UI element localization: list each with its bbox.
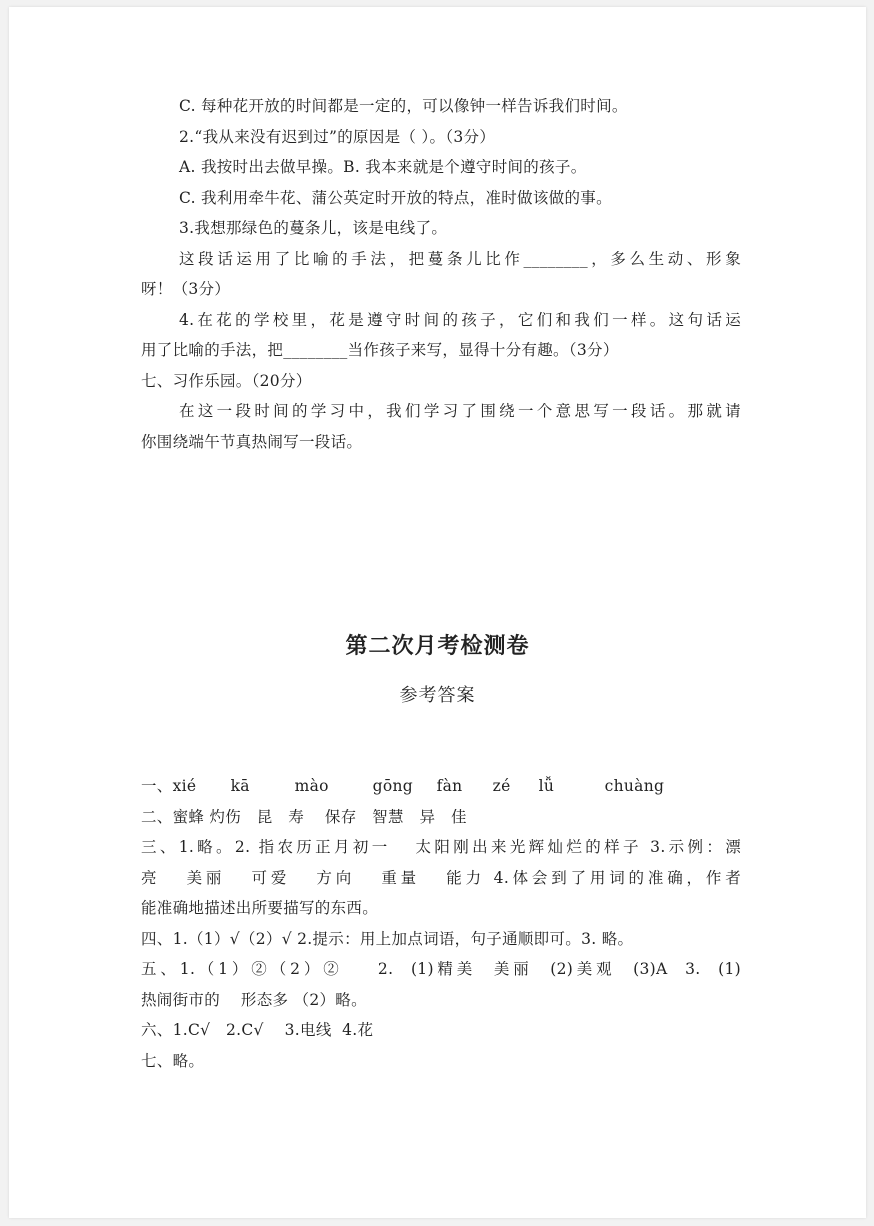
question-line: 在这一段时间的学习中，我们学习了围绕一个意思写一段话。那就请: [179, 402, 741, 420]
answer-line: 能准确地描述出所要描写的东西。: [141, 899, 379, 917]
answer-line: 热闹街市的 形态多 （2）略。: [141, 990, 367, 1009]
question-line: 这段话运用了比喻的手法，把蔓条儿比作________，多么生动、形象: [179, 249, 741, 268]
question-line: 2.“我从来没有迟到过”的原因是（ ）。（3分）: [179, 127, 496, 146]
answer-line: 六、1.C√ 2.C√ 3.电线 4.花: [141, 1021, 374, 1039]
answer-line: 三、1.略。2. 指农历正月初一 太阳刚出来光辉灿烂的样子 3.示例：漂: [141, 838, 741, 856]
pinyin-item: mào: [294, 777, 329, 795]
page-title: 第二次月考检测卷: [345, 633, 530, 659]
pinyin-item: gōng: [372, 777, 413, 795]
pinyin-item: lǚ: [538, 777, 555, 795]
pinyin-item: chuàng: [604, 777, 665, 795]
pinyin-item: xié: [172, 777, 197, 795]
answer-section: [141, 771, 741, 1076]
page-subtitle: 参考答案: [399, 685, 476, 706]
pinyin-item: kā: [230, 777, 250, 795]
answer-line: 二、蜜蜂 灼伤 昆 寿 保存 智慧 异 佳: [141, 807, 467, 826]
question-line: 用了比喻的手法，把________当作孩子来写，显得十分有趣。（3分）: [141, 341, 619, 359]
answer-line: 七、略。: [141, 1051, 205, 1070]
pinyin-item: fàn: [436, 777, 463, 795]
pinyin-item: zé: [492, 777, 511, 795]
option-line: A. 我按时出去做早操。B. 我本来就是个遵守时间的孩子。: [179, 158, 587, 176]
question-section: [141, 91, 741, 457]
answer-line: 四、1.（1）√（2）√ 2.提示：用上加点词语，句子通顺即可。3. 略。: [141, 929, 634, 948]
question-line: 4.在花的学校里，花是遵守时间的孩子，它们和我们一样。这句话运: [179, 310, 741, 329]
document-page: [9, 7, 866, 1218]
question-line: 你围绕端午节真热闹写一段话。: [141, 432, 363, 451]
section-heading: 七、习作乐园。（20分）: [141, 371, 312, 390]
answer-line: 五、1.（1）②（2）② 2. (1)精美 美丽 (2)美观 (3)A 3. (1): [141, 960, 741, 978]
option-line: C. 每种花开放的时间都是一定的，可以像钟一样告诉我们时间。: [179, 97, 628, 115]
question-line: 呀！（3分）: [141, 280, 231, 298]
answer-line-pinyin: [141, 771, 741, 802]
option-line: C. 我利用牵牛花、蒲公英定时开放的特点，准时做该做的事。: [179, 188, 612, 207]
answer-line: 亮 美丽 可爱 方向 重量 能力 4.体会到了用词的准确，作者: [141, 868, 741, 887]
question-line: 3.我想那绿色的蔓条儿，该是电线了。: [179, 219, 448, 237]
section-number: 一、: [141, 777, 173, 795]
